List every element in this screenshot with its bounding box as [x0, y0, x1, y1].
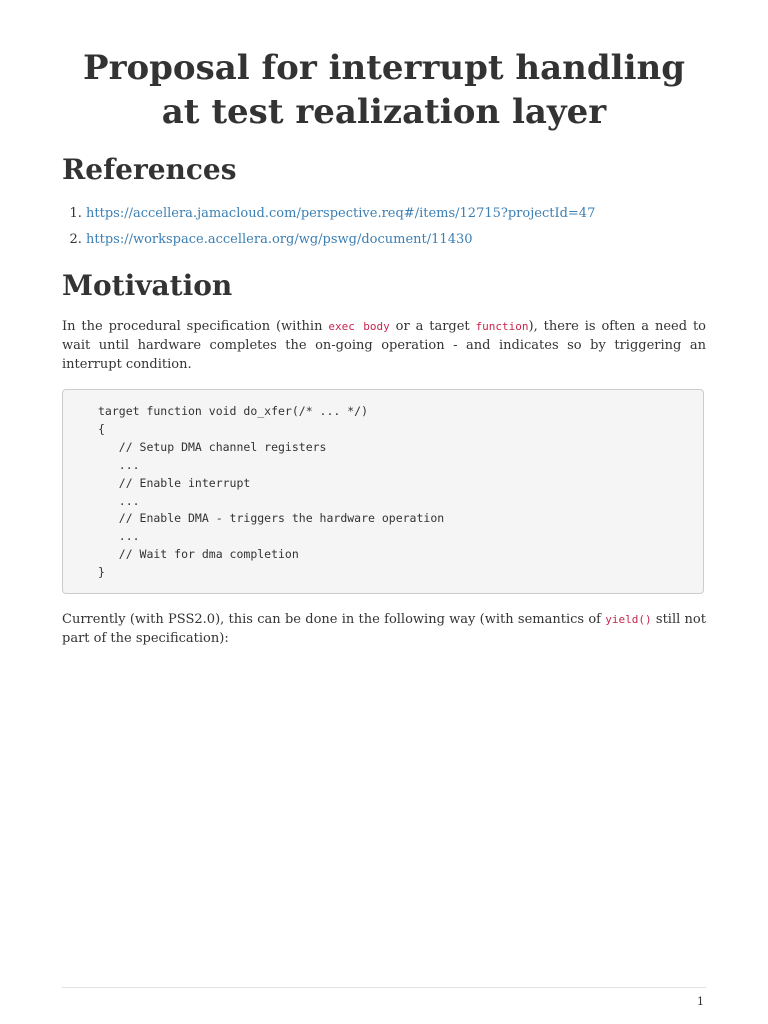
document-title: Proposal for interrupt handling at test realization layer: [83, 48, 685, 132]
references-heading: References: [62, 153, 237, 186]
current-paragraph: [62, 610, 706, 648]
footer-divider: [62, 987, 706, 988]
reference-link-1[interactable]: https://accellera.jamacloud.com/perspective.req#/items/12715?projectId=47: [86, 206, 596, 221]
page-number: 1: [697, 995, 704, 1008]
reference-link-2[interactable]: https://workspace.accellera.org/wg/pswg/document/11430: [86, 232, 473, 247]
text-span: or a target: [389, 319, 476, 334]
text-span: ), there is often a need to wait until hardware completes the on-going operation - and indicates so by triggering an interrupt condition.: [62, 319, 706, 372]
reference-item: [86, 201, 595, 227]
inline-code-function: function: [475, 320, 529, 333]
references-list: [62, 201, 595, 253]
inline-code-exec-body: exec body: [328, 320, 390, 333]
text-span: still not part of the specification):: [62, 612, 706, 646]
reference-item: [86, 227, 595, 253]
code-block: [62, 389, 704, 594]
motivation-heading: Motivation: [62, 269, 233, 302]
motivation-paragraph: [62, 317, 706, 374]
inline-code-yield: yield(): [605, 613, 652, 626]
text-span: In the procedural specification (within: [62, 319, 329, 334]
text-span: Currently (with PSS2.0), this can be done in the following way (with semantics of: [62, 612, 606, 627]
code-listing: target function void do_xfer(/* ... */) { // Setup DMA channel registers ... // Enable interrupt ... // Enable DMA - triggers the hardware operation ... // Wait for dma completion }: [98, 404, 445, 580]
